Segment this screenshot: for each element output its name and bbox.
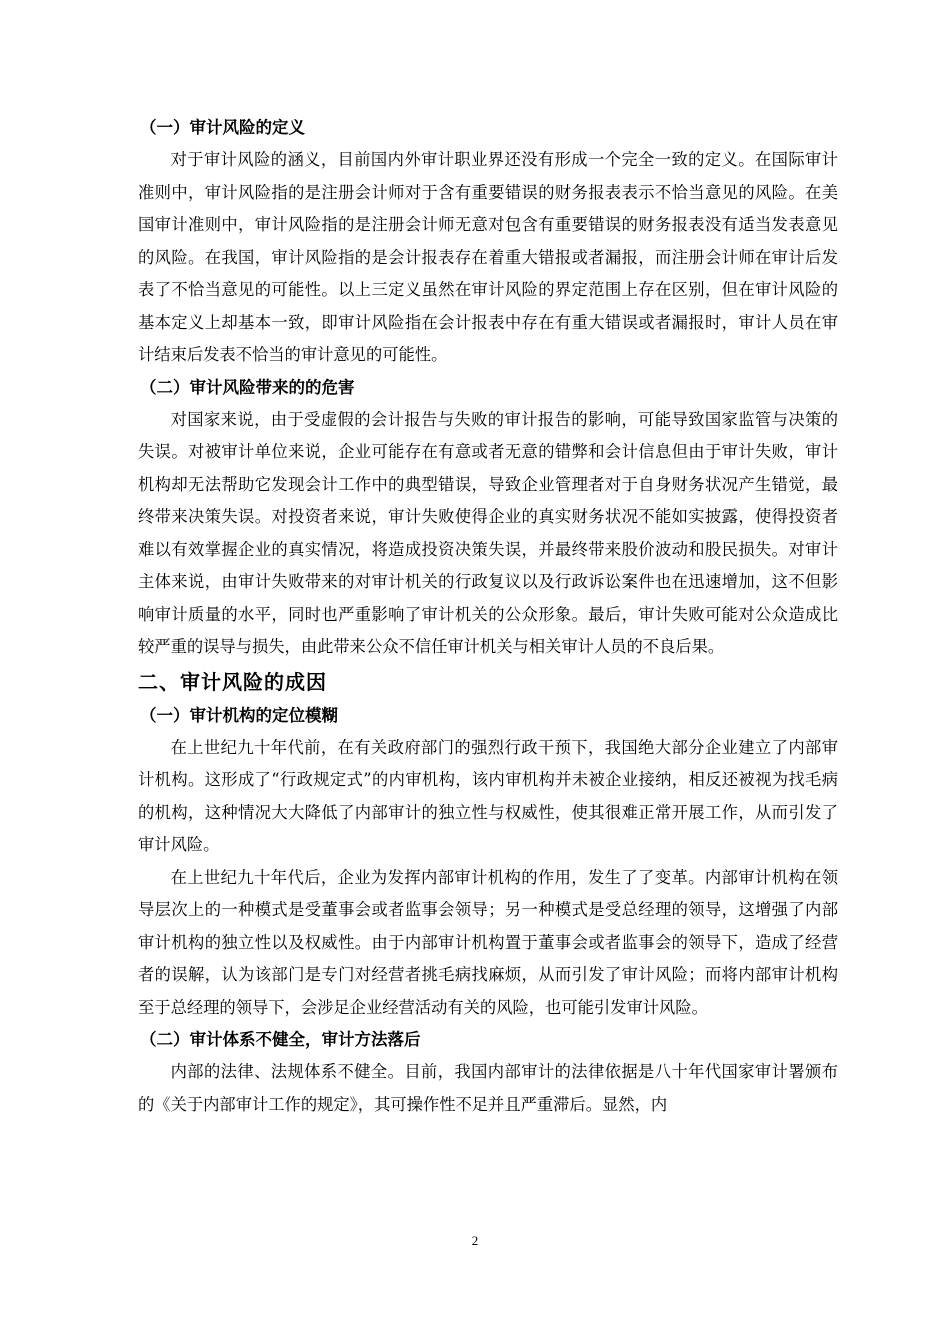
section-heading-definition: （一）审计风险的定义 [140,118,305,137]
paragraph-positioning-1: 在上世纪九十年代前，在有关政府部门的强烈行政干预下，我国绝大部分企业建立了内部审计机构。这形成了“行政规定式”的内审机构，该内审机构并未被企业接纳，相反还被视为找毛病的机构，这种情况大大降低了内部审计的独立性与权威性，使其很难正常开展工作，从而引发了审计风险。 [138,737,838,854]
section-heading-system: （二）审计体系不健全，审计方法落后 [140,1030,421,1049]
paragraph-positioning-2: 在上世纪九十年代后，企业为发挥内部审计机构的作用，发生了了变革。内部审计机构在领导层次上的一种模式是受董事会或者监事会领导；另一种模式是受总经理的领导，这增强了内部审计机构的独立性以及权威性。由于内部审计机构置于董事会或者监事会的领导下，造成了经营者的误解，认为该部门是专门对经营者挑毛病找麻烦，从而引发了审计风险；而将内部审计机构至于总经理的领导下，会涉足企业经营活动有关的风险，也可能引发审计风险。 [138,867,838,1017]
section-heading-positioning: （一）审计机构的定位模糊 [140,705,338,725]
page-number: 2 [471,1233,479,1248]
paragraph-definition: 对于审计风险的涵义，目前国内外审计职业界还没有形成一个完全一致的定义。在国际审计准则中，审计风险指的是注册会计师对于含有重要错误的财务报表表示不恰当意见的风险。在美国审计准则中，审计风险指的是注册会计师无意对包含有重要错误的财务报表没有适当发表意见的风险。在我国，审计风险指的是会计报表存在着重大错报或者漏报，而注册会计师在审计后发表了不恰当意见的可能性。以上三定义虽然在审计风险的界定范围上存在区别，但在审计风险的基本定义上却基本一致，即审计风险指在会计报表中存在有重大错误或者漏报时，审计人员在审计结束后发表不恰当的审计意见的可能性。 [138,150,838,364]
page-content [138,112,838,1121]
paragraph-harm: 对国家来说，由于受虚假的会计报告与失败的审计报告的影响，可能导致国家监管与决策的失误。对被审计单位来说，企业可能存在有意或者无意的错弊和会计信息但由于审计失败，审计机构却无法帮助它发现会计工作中的典型错误，导致企业管理者对于自身财务状况产生错觉，最终带来决策失误。对投资者来说，审计失败使得企业的真实财务状况不能如实披露，使得投资者难以有效掌握企业的真实情况，将造成投资决策失误，并最终带来股价波动和股民损失。对审计主体来说，由审计失败带来的对审计机关的行政复议以及行政诉讼案件也在迅速增加，这不但影响审计质量的水平，同时也严重影响了审计机关的公众形象。最后，审计失败可能对公众造成比较严重的误导与损失，由此带来公众不信任审计机关与相关审计人员的不良后果。 [138,409,838,656]
section-heading-harm: （二）审计风险带来的的危害 [140,377,355,397]
paragraph-system: 内部的法律、法规体系不健全。目前，我国内部审计的法律依据是八十年代国家审计署颁布的《关于内部审计工作的规定》，其可操作性不足并且严重滞后。显然，内 [138,1062,838,1114]
chapter-heading-causes: 二、审计风险的成因 [138,669,327,694]
